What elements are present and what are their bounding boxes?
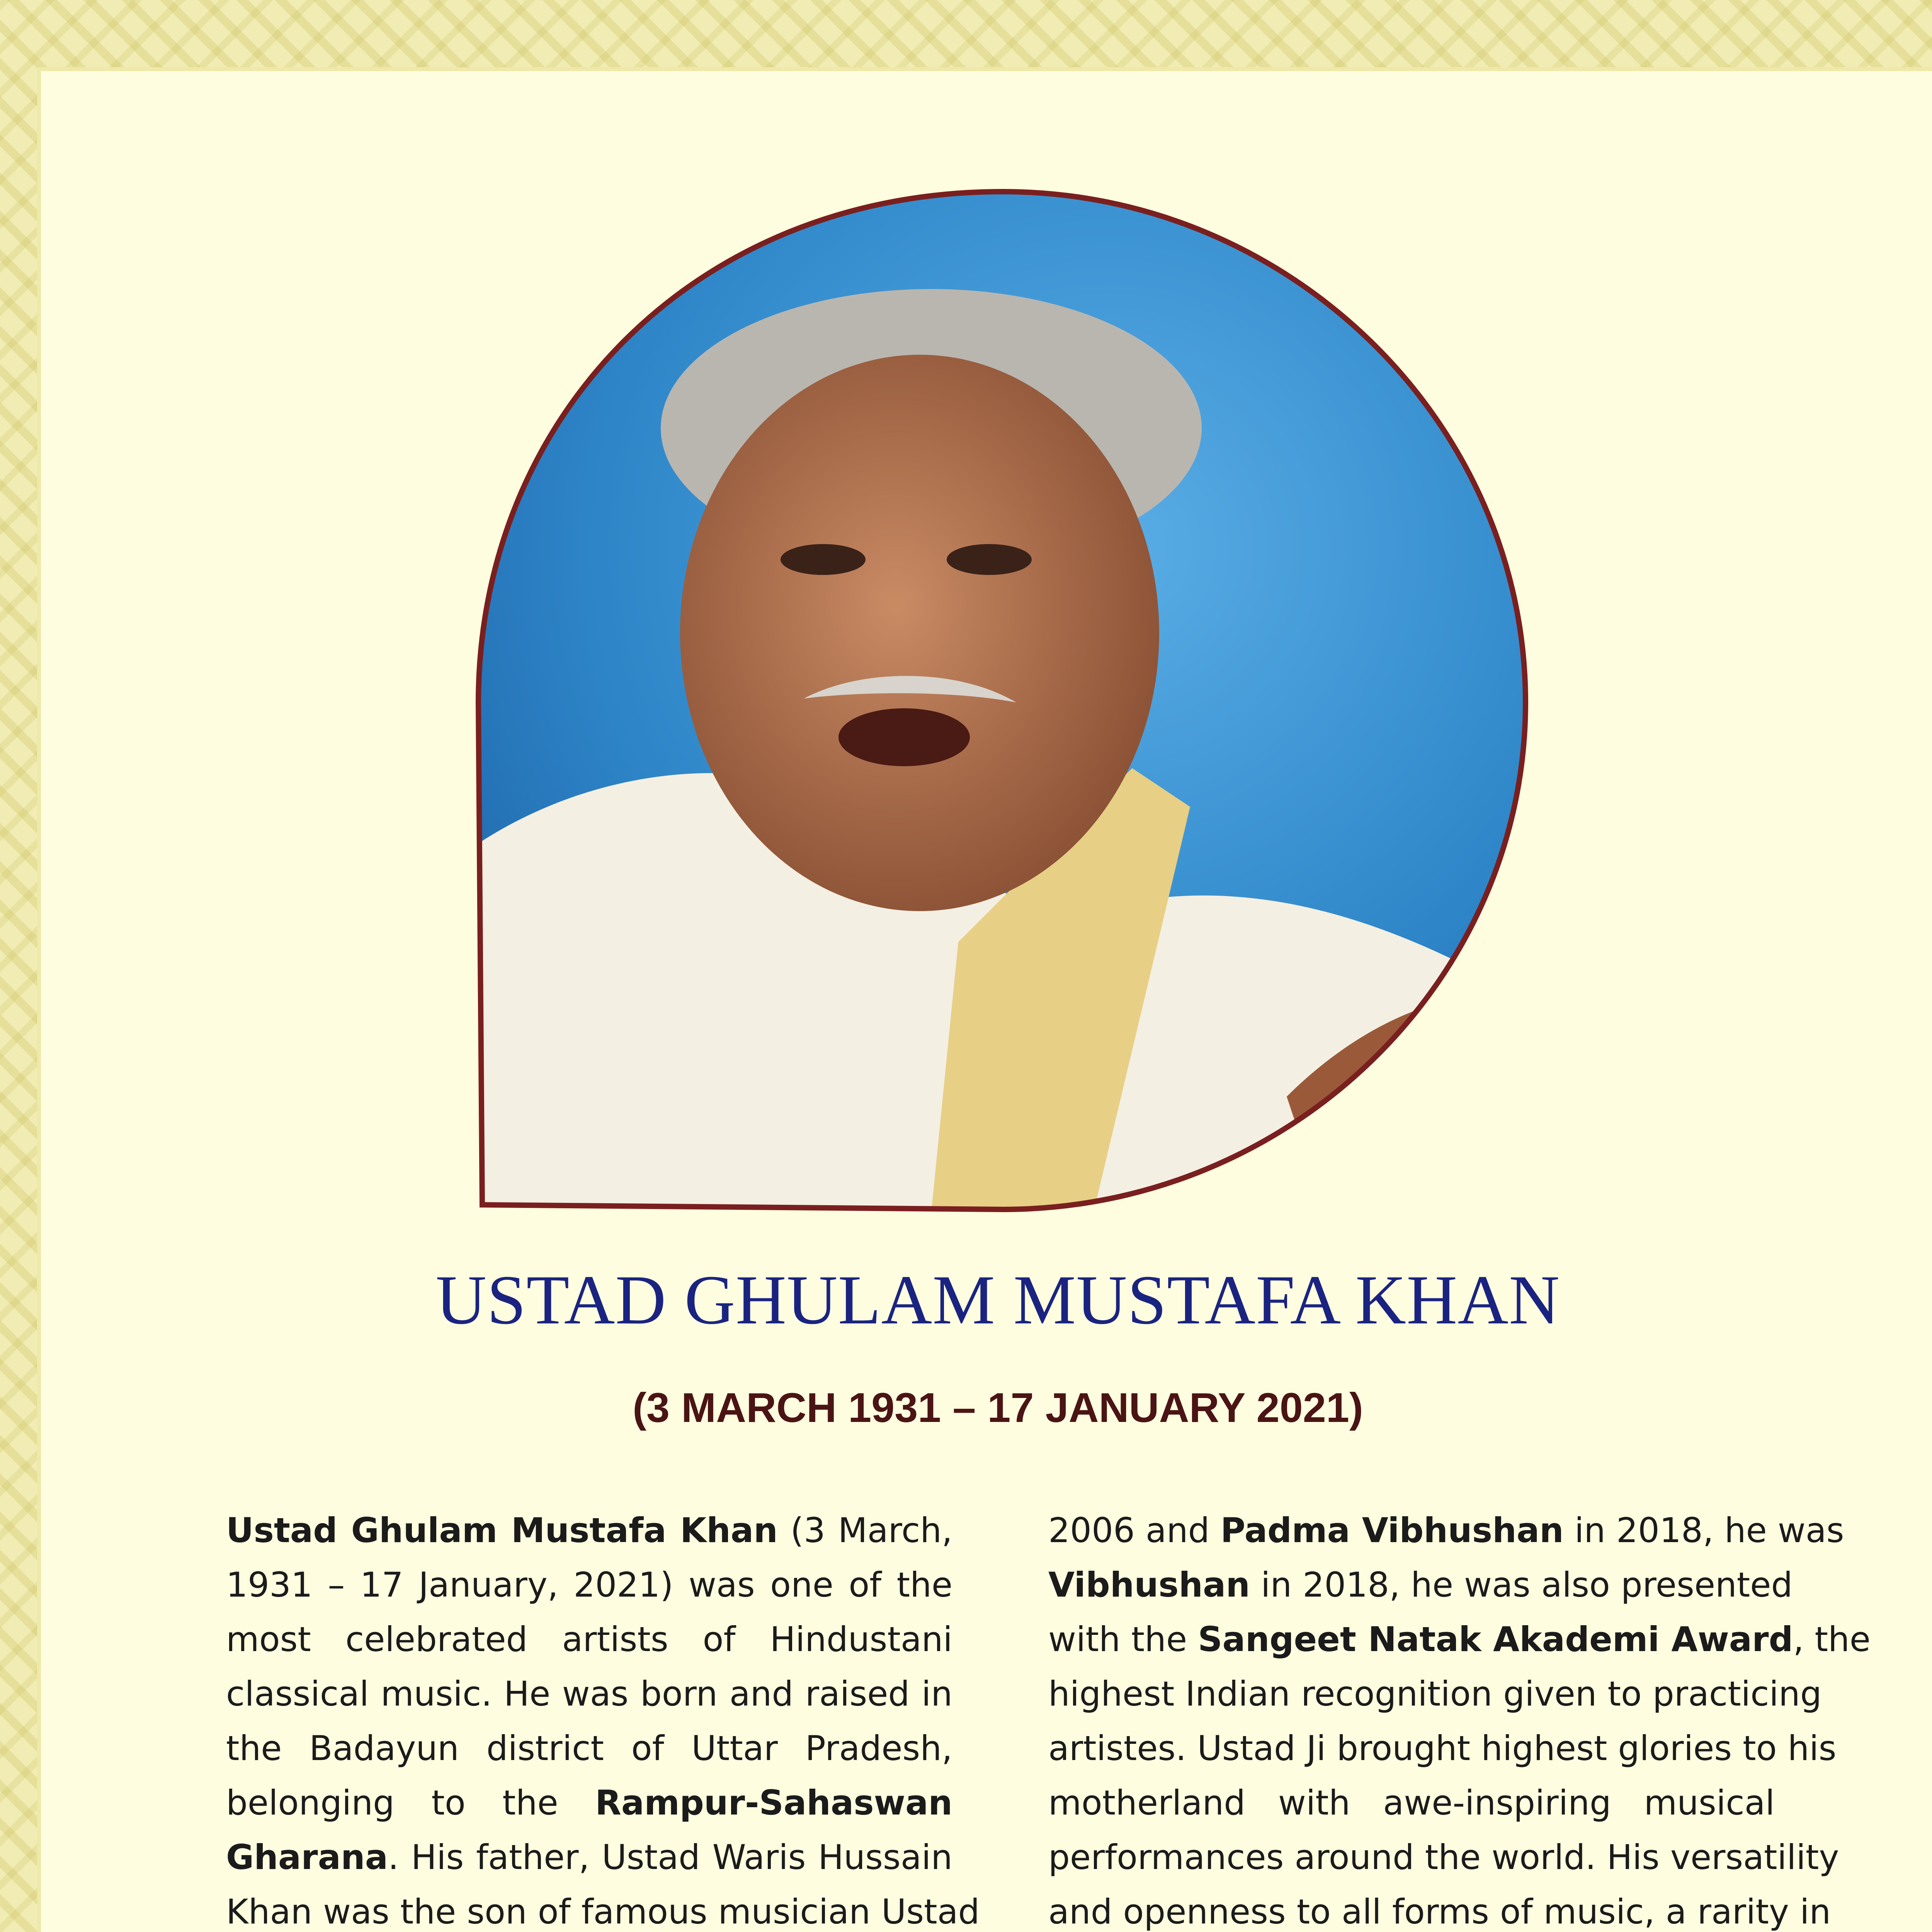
bio-text: most celebrated artists of Hindustani <box>226 1619 952 1659</box>
bio-bold-text: Sangeet Natak Akademi Award <box>1198 1619 1793 1659</box>
bio-text: 2006 and <box>1048 1510 1221 1550</box>
bio-text: (3 March, <box>777 1510 952 1550</box>
bio-line <box>226 1884 980 1932</box>
bio-text: with the <box>1048 1619 1198 1659</box>
bio-text: in 2018, he was also presented <box>1250 1565 1793 1605</box>
bio-bold-text: Gharana <box>226 1837 388 1877</box>
bio-text: highest Indian recognition given to practicing <box>1048 1674 1822 1714</box>
bio-line <box>226 1667 952 1721</box>
bio-line <box>1048 1503 1844 1558</box>
bio-bold-text: Ustad Ghulam Mustafa Khan <box>226 1510 778 1550</box>
bio-text: . His father, Ustad Waris Hussain <box>388 1837 952 1877</box>
bio-line <box>226 1776 952 1830</box>
bio-left-column <box>226 1503 980 1932</box>
bio-text: , the <box>1793 1619 1871 1659</box>
bio-line <box>1048 1667 1822 1721</box>
bio-line <box>226 1558 952 1612</box>
portrait-photo-icon <box>475 189 1529 1213</box>
bio-text: 1931 – 17 January, 2021) was one of the <box>226 1565 952 1605</box>
life-dates: (3 MARCH 1931 – 17 JANUARY 2021) <box>633 1384 1363 1431</box>
bio-line <box>1048 1884 1831 1932</box>
bio-line <box>1048 1830 1839 1884</box>
bio-text: classical music. He was born and raised in <box>226 1674 952 1714</box>
bio-text: Khan was the son of famous musician Ustad <box>226 1892 980 1932</box>
bio-bold-text: Rampur-Sahaswan <box>595 1783 952 1823</box>
bio-text: performances around the world. His versatility <box>1048 1837 1839 1877</box>
page-title: USTAD GHULAM MUSTAFA KHAN <box>435 1261 1560 1339</box>
bio-line <box>1048 1558 1793 1612</box>
bio-line <box>1048 1776 1775 1830</box>
bio-text: the Badayun district of Uttar Pradesh, <box>226 1728 952 1768</box>
bio-line <box>226 1721 952 1776</box>
bio-line <box>1048 1612 1871 1667</box>
bio-text: motherland with awe-inspiring musical <box>1048 1783 1775 1823</box>
bio-right-column <box>1048 1503 1871 1932</box>
bio-bold-text: Padma Vibhushan <box>1220 1510 1564 1550</box>
bio-bold-text: Vibhushan <box>1048 1565 1250 1605</box>
bio-line <box>1048 1721 1837 1776</box>
bio-line <box>226 1612 952 1667</box>
bio-text: and openness to all forms of music, a rarity in <box>1048 1892 1831 1932</box>
bio-line <box>226 1830 952 1884</box>
bio-text: belonging to the <box>226 1783 595 1823</box>
bio-text: in 2018, he was <box>1563 1510 1844 1550</box>
bio-text: artistes. Ustad Ji brought highest glories to his <box>1048 1728 1837 1768</box>
bio-line <box>226 1503 952 1558</box>
